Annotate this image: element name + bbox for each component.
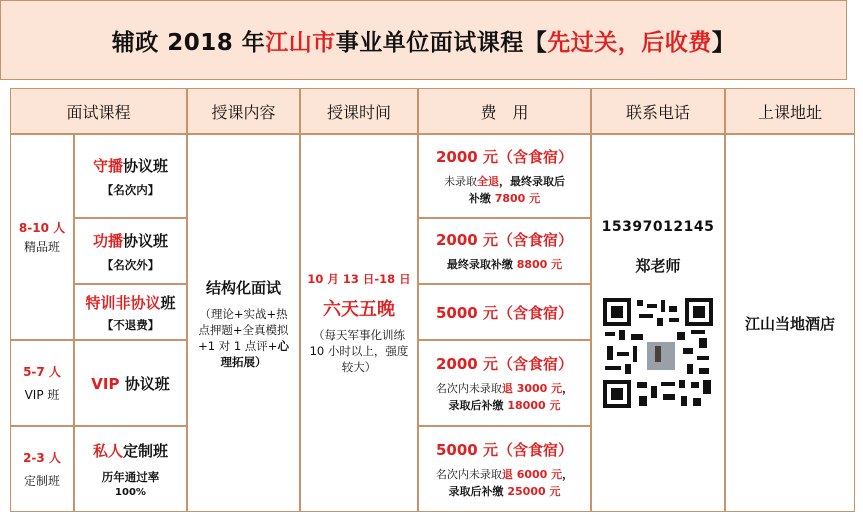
fee-amount: 5000 元（含食宿） (436, 440, 573, 459)
course-name: 私人定制班 (92, 442, 169, 460)
header-content-label: 授课内容 (211, 102, 276, 122)
title-text-2: 事业单位面试课程 (335, 29, 524, 56)
qr-code-icon (603, 298, 713, 408)
course-name: 功播协议班 (92, 231, 169, 250)
content-main: 结构化面试 (205, 278, 281, 297)
course-name: VIP 协议班 (91, 374, 170, 393)
group-size: 8-10 人 (18, 221, 66, 235)
course-row-4 (74, 340, 187, 426)
time-duration: 六天五晚 (323, 299, 395, 320)
group-label: 精品班 (23, 240, 60, 254)
header-course-label: 面试课程 (66, 102, 131, 122)
header-address (725, 88, 855, 134)
header-course (10, 88, 187, 134)
fee-amount: 2000 元（含食宿） (436, 147, 573, 166)
page-title (0, 0, 847, 80)
title-city: 江山市 (265, 29, 336, 56)
title-bracket-open: 【 (523, 29, 548, 56)
course-sub: 【名次内】 (101, 182, 160, 197)
fee-note: 名次内未录取退 6000 元， 录取后补缴 25000 元 (435, 467, 574, 498)
header-phone-label: 联系电话 (625, 102, 690, 122)
header-fee (418, 88, 591, 134)
header-fee-label: 费 用 (480, 102, 529, 122)
group-label: 定制班 (23, 474, 60, 488)
fee-amount: 5000 元（含食宿） (436, 303, 573, 322)
group-label: VIP 班 (24, 388, 60, 402)
course-sub: 历年通过率 (101, 470, 160, 484)
course-row-2 (74, 218, 187, 284)
fee-row-5 (418, 426, 591, 512)
fee-note: 最终录取补缴 8800 元 (446, 258, 563, 271)
time-note: （每天军事化训练 10 小时以上，强度较大） (309, 328, 409, 374)
contact-name: 郑老师 (635, 257, 681, 275)
fee-amount: 2000 元（含食宿） (436, 354, 573, 373)
header-time (300, 88, 418, 134)
fee-note: 未录取全退，最终录取后 补缴 7800 元 (444, 174, 565, 205)
title-slogan: 先过关，后收费 (547, 28, 712, 56)
fee-row-3 (418, 284, 591, 340)
group-size: 2-3 人 (23, 451, 61, 465)
time-cell (300, 134, 418, 512)
header-address-label: 上课地址 (757, 102, 822, 122)
course-row-5 (74, 426, 187, 512)
fee-amount: 2000 元（含食宿） (436, 231, 573, 249)
header-content (187, 88, 300, 134)
address-text: 江山当地酒店 (744, 314, 835, 333)
group-size: 5-7 人 (23, 365, 61, 379)
content-detail: （理论+实战+热点押题+全真模拟+1 对 1 点评+心理拓展） (198, 306, 289, 369)
course-sub: 【不退费】 (101, 317, 160, 332)
course-name: 守播协议班 (92, 156, 169, 175)
fee-row-4 (418, 340, 591, 426)
group-premium (10, 134, 74, 340)
header-phone (591, 88, 725, 134)
address-cell (725, 134, 855, 512)
course-sub: 【名次外】 (101, 257, 160, 272)
fee-note: 名次内未录取退 3000 元， 录取后补缴 18000 元 (435, 381, 574, 412)
contact-cell (591, 134, 725, 512)
group-custom (10, 426, 74, 512)
course-row-1 (74, 134, 187, 218)
course-pass-rate: 100% (115, 487, 146, 498)
title-bracket-close: 】 (711, 29, 736, 56)
title-text-1: 辅政 2018 年 (111, 29, 266, 56)
group-vip (10, 340, 74, 426)
course-name: 特训非协议班 (85, 293, 176, 312)
time-date: 10 月 13 日-18 日 (307, 272, 411, 286)
contact-phone: 15397012145 (601, 219, 715, 235)
header-time-label: 授课时间 (326, 102, 391, 122)
fee-row-1 (418, 134, 591, 218)
course-row-3 (74, 284, 187, 340)
content-cell (187, 134, 300, 512)
fee-row-2 (418, 218, 591, 284)
